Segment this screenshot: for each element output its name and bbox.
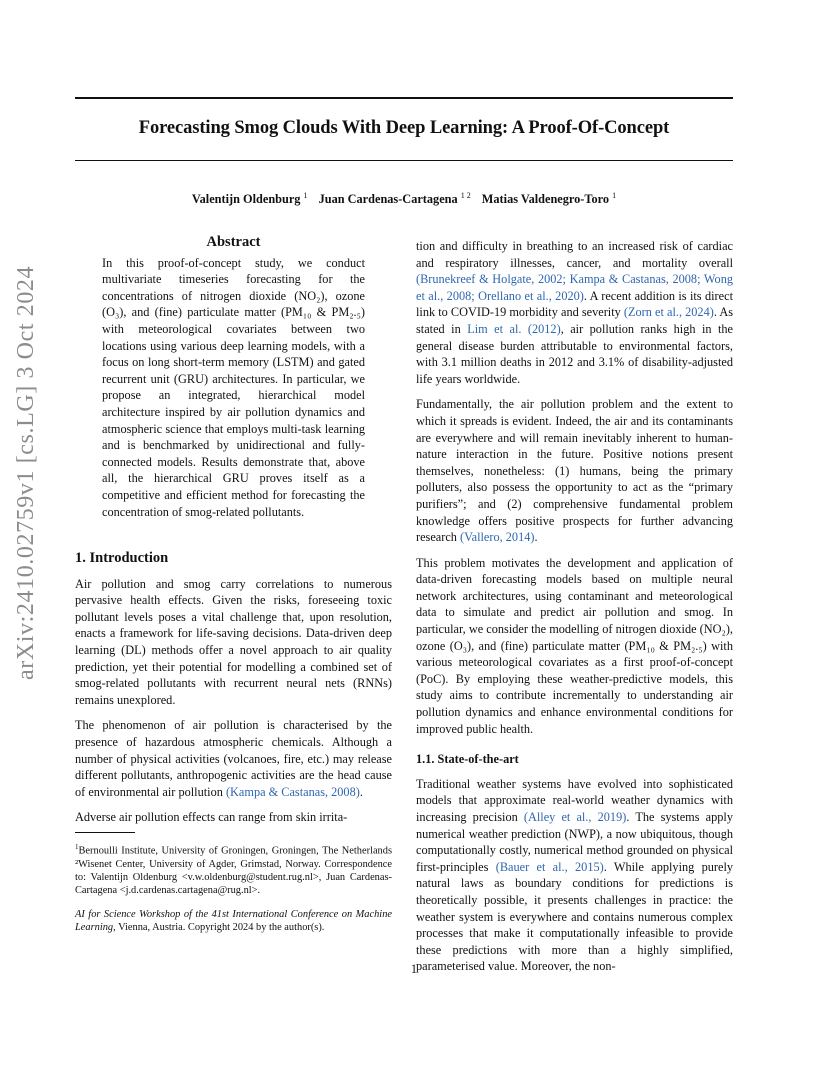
left-column <box>75 234 392 934</box>
body-paragraph <box>416 396 733 545</box>
page-number: 1 <box>410 962 418 976</box>
intro-paragraph: Air pollution and smog carry correlations to numerous pervasive health effects. Given the risks, foreseeing toxic pollutant levels poses a vital challenge that, upon resolution, enacts a framework for life-saving decisions. Data-driven deep learning (DL) methods offer a novel approach to air quality prediction, yet their potential for modelling a combined set of smog-related pollutants with recurrent neural nets (RNNs) remains unexplored. <box>75 576 392 707</box>
citation-link[interactable]: (Zorn et al., 2024) <box>623 305 714 320</box>
venue-copyright: , Vienna, Austria. Copyright 2024 by the author(s). <box>113 921 325 933</box>
footnote-text: Bernoulli Institute, University of Groningen, Groningen, The Netherlands ²Wisenet Center, University of Agder, Grimstad, Norway. Correspondence to: Valentijn Oldenburg <v.w.oldenburg@student.rug.nl>, Juan Cardenas-Cartagena <j.d.cardenas.cartagena@rug.nl>. <box>75 845 392 897</box>
paragraph-text: tion and difficulty in breathing to an increased risk of cardiac and respiratory illnesses, cancer, and mortality overall <box>416 239 733 270</box>
citation-link[interactable]: Lim et al. (2012) <box>467 321 561 336</box>
abstract-text: In this proof-of-concept study, we conduct multivariate timeseries forecasting for the concentrations of nitrogen dioxide (NO₂), ozone (O₃), and (fine) particulate matter (PM₁₀ & PM₂.₅) with meteorological covariates between two locations using various deep learning models, with a focus on long short-term memory (LSTM) and gated recurrent unit (GRU) architectures. In particular, we propose an integrated, hierarchical model architecture inspired by air pollution dynamics and atmospheric science that employs multi-task learning and is benchmarked by unidirectional and fully-connected models. Results demonstrate that, above all, the hierarchical GRU proves itself as a competitive and efficient method for forecasting the concentration of smog-related pollutants. <box>102 255 365 519</box>
paragraph-text: . <box>534 530 538 545</box>
paragraph-text: . The systems apply numerical weather prediction (NWP), a now ubiquitous, though computationally costly, numerical method grounded on physical first-principles <box>416 810 733 874</box>
arxiv-identifier: arXiv:2410.02759v1 [cs.LG] 3 Oct 2024 <box>13 265 39 680</box>
footnote-rule <box>75 832 135 833</box>
paragraph-text: . As stated in <box>416 305 734 336</box>
author-name: Valentijn Oldenburg <box>191 192 301 207</box>
paragraph-text: The phenomenon of air pollution is characterised by the presence of hazardous atmospheric chemicals. Although a number of physical activities (volcanoes, fire, etc.) may release different pollutants, anthropogenic activities are the head cause of environmental air pollution <box>75 718 392 799</box>
paragraph-text: . <box>359 784 363 799</box>
author-name: Matias Valdenegro-Toro <box>481 192 609 207</box>
body-paragraph: This problem motivates the development and application of data-driven forecasting models based on multiple neural network architectures, using contaminant and meteorological data to simulate and predict air pollution and smog. In particular, we consider the modelling of nitrogen dioxide (NO₂), ozone (O₃), and (fine) particulate matter (PM₁₀ & PM₂.₅) with various meteorological covariates as a first proof-of-concept (PoC). By employing these weather-predictive models, this study aims to contribute incrementally to understanding air pollution dynamics and enhance environmental conditions for improved public health. <box>416 555 733 736</box>
body-paragraph <box>416 238 733 387</box>
paper-title: Forecasting Smog Clouds With Deep Learning: A Proof-Of-Concept <box>138 118 670 138</box>
intro-paragraph <box>75 717 392 800</box>
title-rule-bottom <box>75 160 733 161</box>
citation-link[interactable]: (Kampa & Castanas, 2008) <box>225 784 360 799</box>
paragraph-text: . A recent addition is its direct link to COVID-19 morbidity and severity <box>416 288 733 320</box>
affiliation-footnote <box>75 841 392 898</box>
paragraph-text: . While applying purely natural laws as boundary conditions for predictions is theoretically possible, it presents challenges in practice: the weather system is everywhere and contains numerous complex processes that make it computationally infeasible to provide these predictions with more than a highly simplified, parameterised value. Moreover, the non- <box>416 859 734 974</box>
author-name: Juan Cardenas-Cartagena <box>318 192 458 207</box>
citation-link[interactable]: (Alley et al., 2019) <box>523 810 627 824</box>
title-rule-top <box>75 97 733 99</box>
subsection-heading-state-of-the-art: 1.1. State-of-the-art <box>416 752 519 767</box>
footnote-mark: 1 <box>75 843 79 851</box>
section-heading-introduction: 1. Introduction <box>75 550 169 567</box>
right-column <box>416 238 733 984</box>
body-paragraph <box>416 776 733 975</box>
paragraph-text: Traditional weather systems have evolved into sophisticated models that approximate real-world weather dynamics with increasing precision <box>416 776 733 824</box>
citation-link[interactable]: (Brunekreef & Holgate, 2002; Kampa & Castanas, 2008; Wong et al., 2008; Orellano et al., 2020) <box>416 272 733 303</box>
intro-paragraph: Adverse air pollution effects can range from skin irrita- <box>75 810 348 825</box>
author-affiliation: 1 <box>303 191 308 200</box>
abstract-heading: Abstract <box>206 234 261 250</box>
author-affiliation: 1 <box>612 191 617 200</box>
author-list <box>75 191 733 207</box>
citation-link[interactable]: (Vallero, 2014) <box>460 530 535 545</box>
author-affiliation: 1 2 <box>460 191 471 200</box>
citation-link[interactable]: (Bauer et al., 2015) <box>495 859 604 874</box>
venue-note <box>75 908 392 935</box>
paragraph-text: Fundamentally, the air pollution problem and the extent to which it spreads is evident. Indeed, the air and its contaminants are everywhere and will remain inevitably inherent to human-nature interaction in the future. Positive notions present themselves, nonetheless: (1) humans, being the primary polluters, also possess the opportunity to act as the “primary purifiers”; and (2) comprehensive fundamental problem knowledge offers positive prospects for further advancing research <box>416 397 733 545</box>
paragraph-text: , air pollution ranks high in the general disease burden attributable to environmental factors, with 3.1 million deaths in 2012 and 3.1% of disability-adjusted life years worldwide. <box>416 321 734 386</box>
venue-name: AI for Science Workshop of the 41st International Conference on Machine Learning <box>75 908 392 933</box>
